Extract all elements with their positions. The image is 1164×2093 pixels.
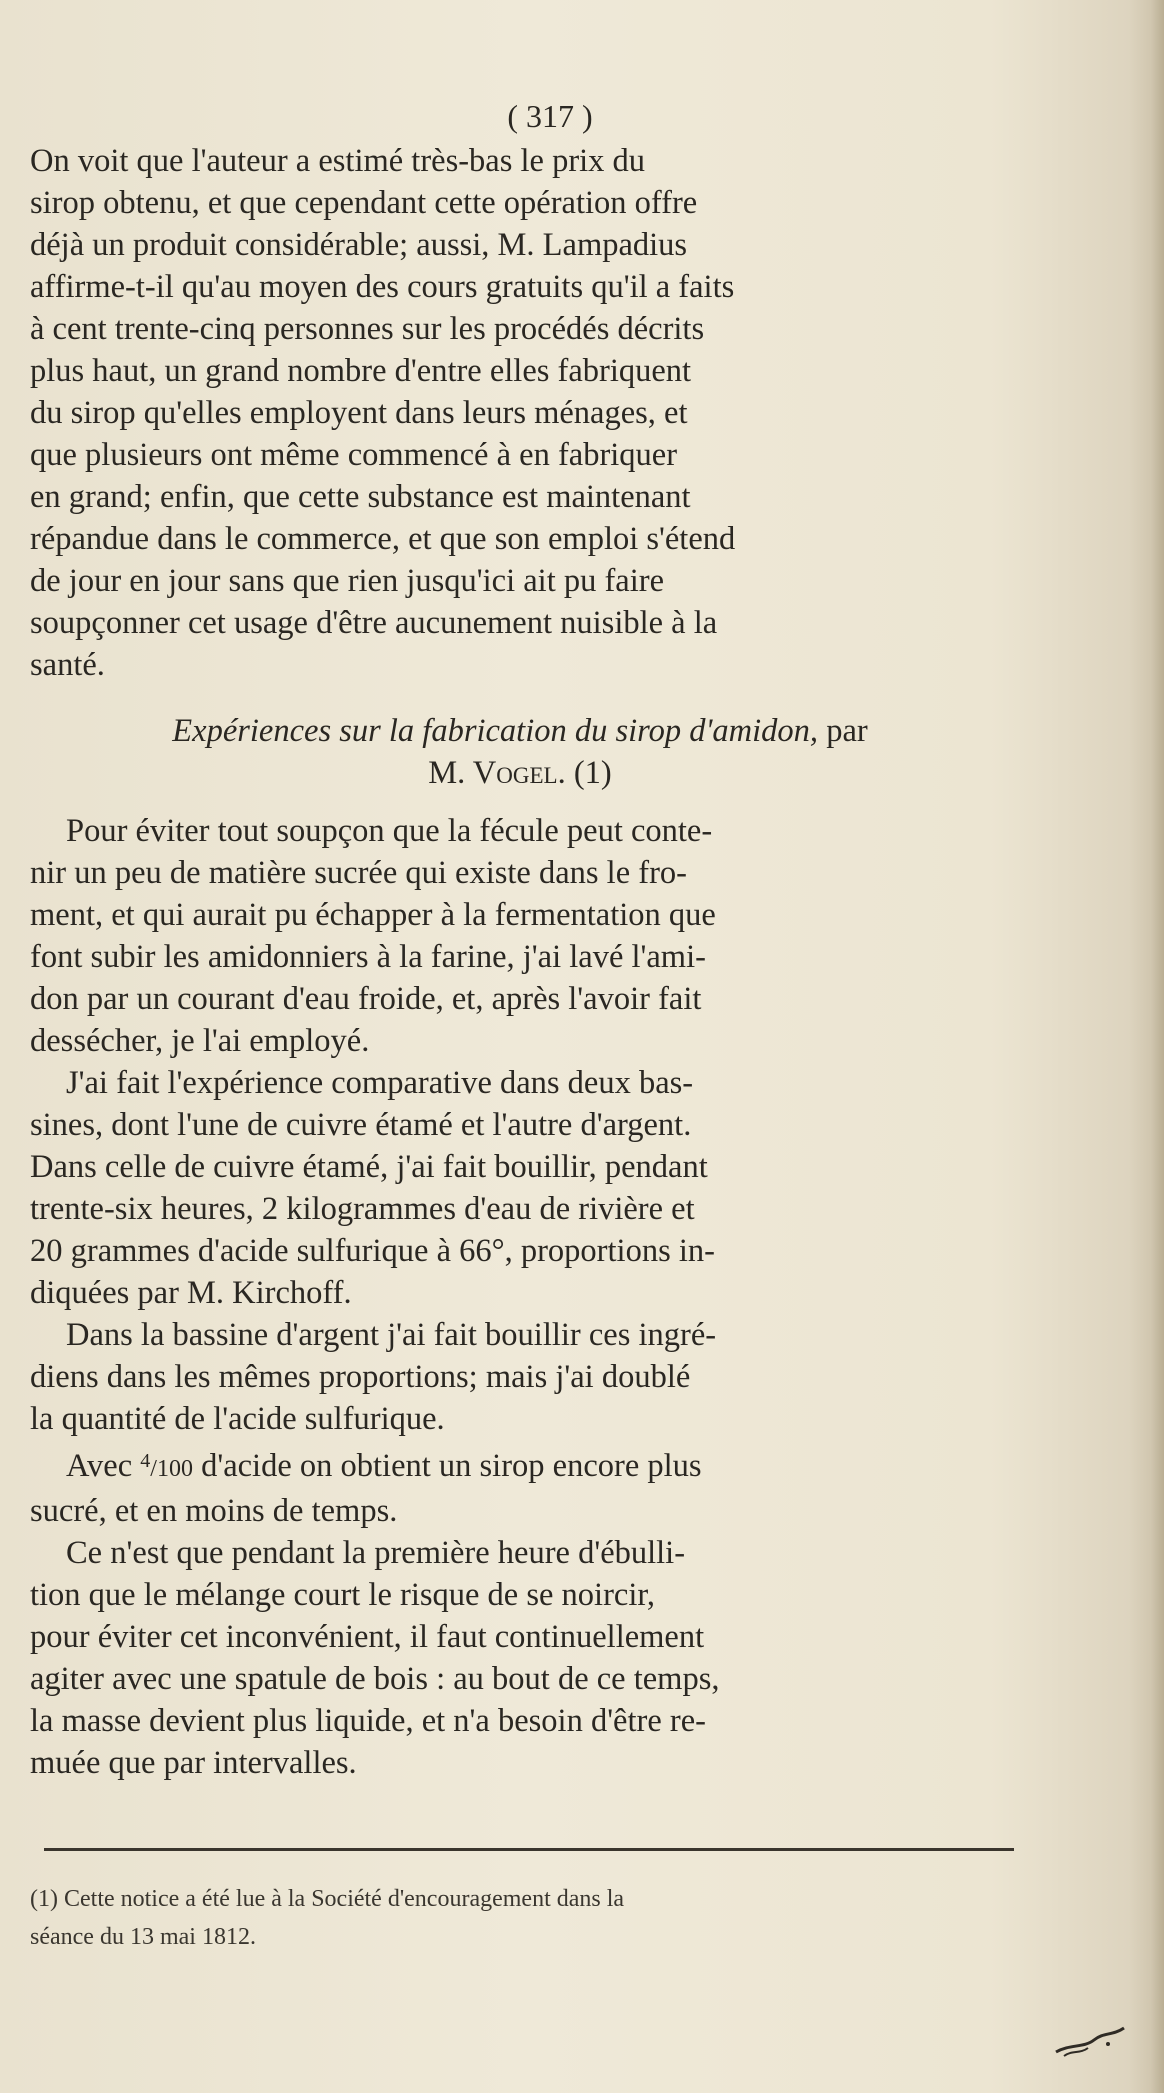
text-line: agiter avec une spatule de bois : au bout de ce temps, xyxy=(30,1661,720,1697)
text-line: Pour éviter tout soupçon que la fécule peut conte- xyxy=(66,813,713,849)
text-line: dessécher, je l'ai employé. xyxy=(30,1023,370,1059)
text-line: soupçonner cet usage d'être aucunement nuisible à la xyxy=(30,605,718,641)
section-title-italic: Expériences sur la fabrication du sirop d'amidon, xyxy=(172,713,819,749)
fraction-numerator: 4 xyxy=(140,1450,151,1472)
paragraph-3 xyxy=(30,1062,1010,1314)
text-line: plus haut, un grand nombre d'entre elles fabriquent xyxy=(30,353,692,389)
text-line: à cent trente-cinq personnes sur les procédés décrits xyxy=(30,311,705,347)
text-line: pour éviter cet inconvénient, il faut continuellement xyxy=(30,1619,705,1655)
text-line: tion que le mélange court le risque de se noircir, xyxy=(30,1577,656,1613)
text-line: sines, dont l'une de cuivre étamé et l'autre d'argent. xyxy=(30,1107,692,1143)
text-line: Dans celle de cuivre étamé, j'ai fait bouillir, pendant xyxy=(30,1149,708,1185)
text-line: Ce n'est que pendant la première heure d'ébulli- xyxy=(66,1535,686,1571)
text-line: font subir les amidonniers à la farine, j'ai lavé l'ami- xyxy=(30,939,706,975)
paragraph-2 xyxy=(30,810,1010,1062)
printer-flourish-icon xyxy=(1050,2022,1130,2062)
text-line: Dans la bassine d'argent j'ai fait bouillir ces ingré- xyxy=(66,1317,717,1353)
text-line: On voit que l'auteur a estimé très-bas le prix du xyxy=(30,143,646,179)
text-fragment: Avec xyxy=(66,1448,133,1484)
paragraph-6 xyxy=(30,1532,1010,1784)
text-line: 20 grammes d'acide sulfurique à 66°, proportions in- xyxy=(30,1233,715,1269)
fraction-denominator: 100 xyxy=(156,1456,193,1482)
text-line: nir un peu de matière sucrée qui existe dans le fro- xyxy=(30,855,687,891)
text-line: sirop obtenu, et que cependant cette opération offre xyxy=(30,185,698,221)
text-line: affirme-t-il qu'au moyen des cours gratuits qu'il a faits xyxy=(30,269,735,305)
text-line: la masse devient plus liquide, et n'a besoin d'être re- xyxy=(30,1703,706,1739)
text-line: du sirop qu'elles employent dans leurs ménages, et xyxy=(30,395,688,431)
page-edge xyxy=(1150,0,1164,2093)
text-line: don par un courant d'eau froide, et, après l'avoir fait xyxy=(30,981,702,1017)
section-title xyxy=(30,710,1010,794)
text-line: muée que par intervalles. xyxy=(30,1745,357,1781)
footnote-line: séance du 13 mai 1812. xyxy=(30,1924,256,1950)
text-line: trente-six heures, 2 kilogrammes d'eau de rivière et xyxy=(30,1191,695,1227)
text-line: diens dans les mêmes proportions; mais j'ai doublé xyxy=(30,1359,691,1395)
paragraph-1 xyxy=(30,140,1010,686)
text-line: la quantité de l'acide sulfurique. xyxy=(30,1401,445,1437)
text-line: ment, et qui aurait pu échapper à la fermentation que xyxy=(30,897,716,933)
paragraph-4 xyxy=(30,1314,1010,1440)
text-fragment: d'acide on obtient un sirop encore plus xyxy=(201,1448,702,1484)
footnote xyxy=(30,1880,1010,1956)
section-title-par: par xyxy=(826,713,868,749)
text-line: sucré, et en moins de temps. xyxy=(30,1493,398,1529)
footnote-divider xyxy=(44,1848,1014,1851)
text-line: en grand; enfin, que cette substance est maintenant xyxy=(30,479,691,515)
text-line: de jour en jour sans que rien jusqu'ici ait pu faire xyxy=(30,563,665,599)
text-line: que plusieurs ont même commencé à en fabriquer xyxy=(30,437,678,473)
text-line: déjà un produit considérable; aussi, M. Lampadius xyxy=(30,227,688,263)
footnote-reference[interactable]: (1) xyxy=(573,755,612,791)
footnote-line: (1) Cette notice a été lue à la Société d'encouragement dans la xyxy=(30,1886,625,1912)
text-line: J'ai fait l'expérience comparative dans deux bas- xyxy=(66,1065,694,1101)
text-line: santé. xyxy=(30,647,105,683)
page-number: ( 317 ) xyxy=(507,98,593,134)
fraction: $^4$/100 xyxy=(140,1450,193,1482)
text-line: répandue dans le commerce, et que son emploi s'étend xyxy=(30,521,736,557)
paragraph-5 xyxy=(30,1440,1010,1532)
page-text xyxy=(30,92,1010,1784)
text-line: diquées par M. Kirchoff. xyxy=(30,1275,352,1311)
section-author: M. Vogel. xyxy=(428,755,566,791)
